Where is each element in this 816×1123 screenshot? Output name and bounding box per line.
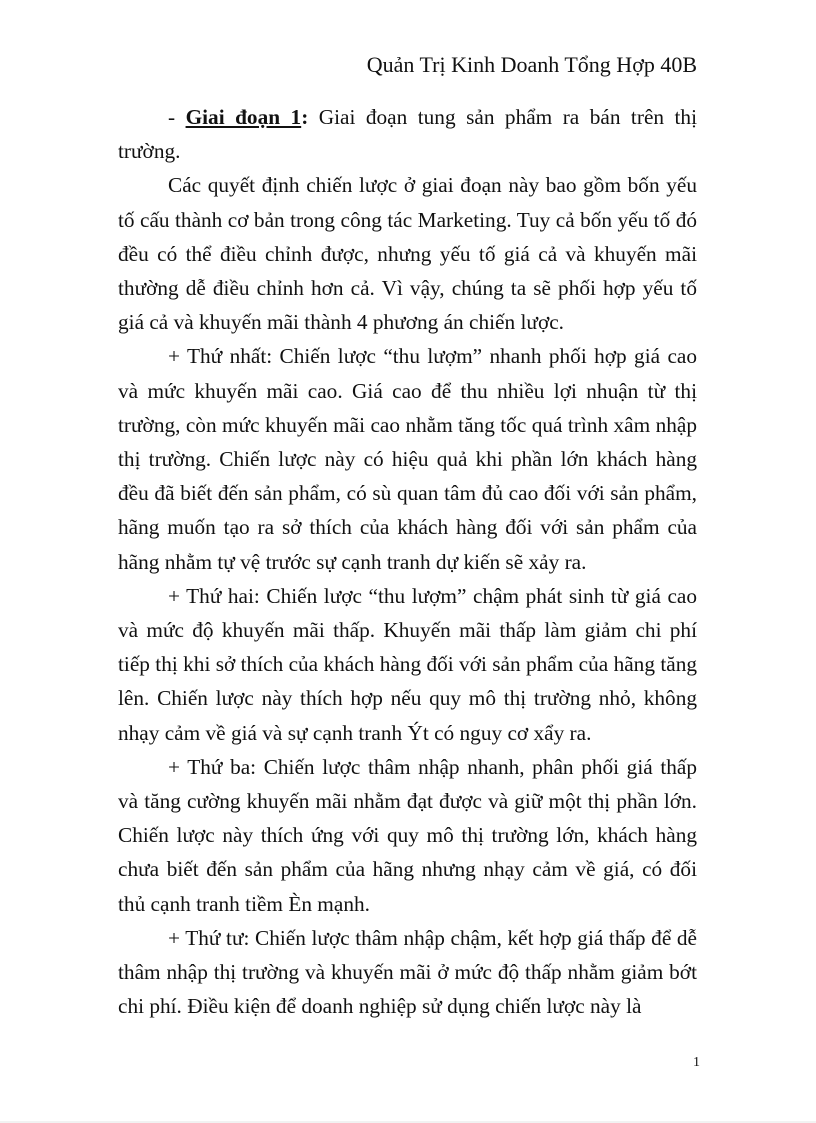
running-header: Quản Trị Kinh Doanh Tổng Hợp 40B xyxy=(366,52,697,77)
stage-colon: : xyxy=(301,105,309,129)
body-text xyxy=(118,100,697,1023)
paragraph-strategy-2: + Thứ hai: Chiến lược “thu lượm” chậm phát sinh từ giá cao và mức độ khuyến mãi thấp. Khuyến mãi thấp làm giảm chi phí tiếp thị khi sở thích của khách hàng đối với sản phẩm của hãng tăng lên. Chiến lược này thích hợp nếu quy mô thị trường nhỏ, không nhạy cảm về giá và sự cạnh tranh Ýt có nguy cơ xẩy ra. xyxy=(118,583,697,745)
paragraph-strategy-4: + Thứ tư: Chiến lược thâm nhập chậm, kết hợp giá thấp để dễ thâm nhập thị trường và khuyến mãi ở mức độ thấp nhằm giảm bớt chi phí. Điều kiện để doanh nghiệp sử dụng chiến lược này là xyxy=(118,925,697,1019)
stage-heading-paragraph xyxy=(118,100,697,168)
stage-label: Giai đoạn 1 xyxy=(185,105,302,129)
paragraph-intro: Các quyết định chiến lược ở giai đoạn này bao gồm bốn yếu tố cấu thành cơ bản trong công tác Marketing. Tuy cả bốn yếu tố đó đều có thể điều chỉnh được, nhưng yếu tố giá cả và khuyến mãi thường dễ điều chỉnh hơn cả. Vì vậy, chúng ta sẽ phối hợp yếu tố giá cả và khuyến mãi thành 4 phương án chiến lược. xyxy=(118,173,697,335)
stage-dash: - xyxy=(168,105,186,129)
page-number: 1 xyxy=(693,1055,700,1070)
paragraph-strategy-1: + Thứ nhất: Chiến lược “thu lượm” nhanh phối hợp giá cao và mức khuyến mãi cao. Giá cao để thu nhiều lợi nhuận từ thị trường, còn mức khuyến mãi cao nhằm tăng tốc quá trình xâm nhập thị trường. Chiến lược này có hiệu quả khi phần lớn khách hàng đều đã biết đến sản phẩm, có sù quan tâm đủ cao đối với sản phẩm, hãng muốn tạo ra sở thích của khách hàng đối với sản phẩm của hãng nhằm tự vệ trước sự cạnh tranh dự kiến sẽ xảy ra. xyxy=(118,344,697,574)
stage-text: Giai đoạn tung sản phẩm ra bán trên thị trường. xyxy=(118,105,697,164)
paragraph-strategy-3: + Thứ ba: Chiến lược thâm nhập nhanh, phân phối giá thấp và tăng cường khuyến mãi nhằm đạt được và giữ một thị phần lớn. Chiến lược này thích ứng với quy mô thị trường lớn, khách hàng chưa biết đến sản phẩm của hãng nhưng nhạy cảm về giá, có đối thủ cạnh tranh tiềm Èn mạnh. xyxy=(118,754,697,916)
